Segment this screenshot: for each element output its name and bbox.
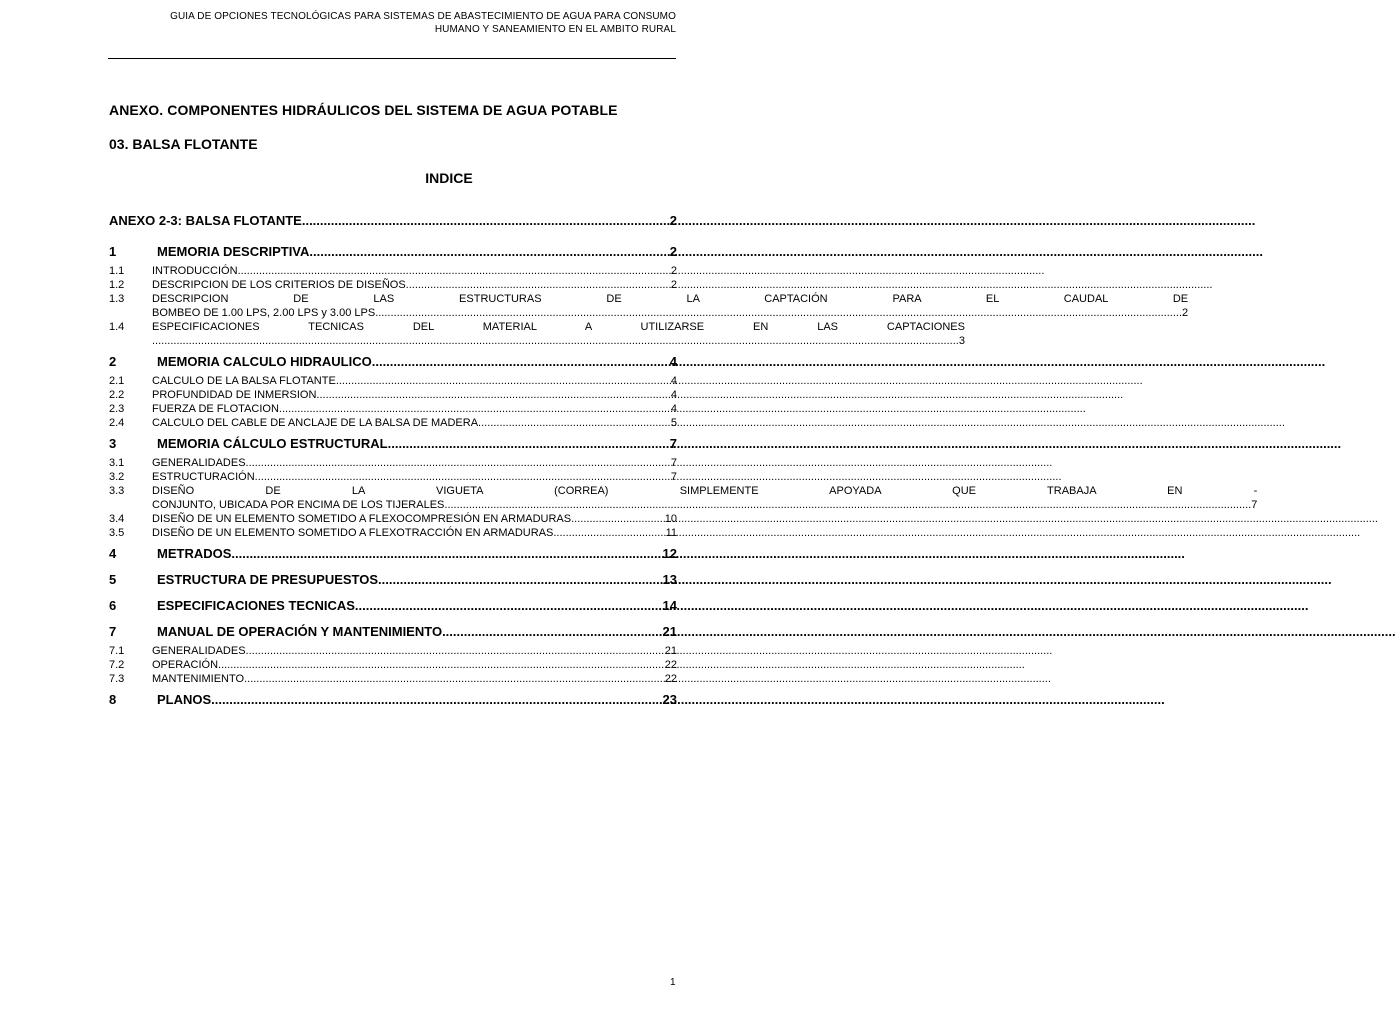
toc-entry-anexo[interactable]: ANEXO 2-3: BALSA FLOTANTE ..... 2 bbox=[109, 213, 677, 238]
header-line-2: HUMANO Y SANEAMIENTO EN EL AMBITO RURAL bbox=[434, 24, 676, 35]
toc-entry-2-1[interactable]: 2.1 CALCULO DE LA BALSA FLOTANTE ..... 4 bbox=[109, 374, 677, 388]
toc-entry-6[interactable]: 6 ESPECIFICACIONES TECNICAS ..... 14 bbox=[109, 598, 677, 618]
toc-entry-1-2[interactable]: 1.2 DESCRIPCION DE LOS CRITERIOS DE DISEÑOS ..... 2 bbox=[109, 278, 677, 292]
toc-entry-7[interactable]: 7 MANUAL DE OPERACIÓN Y MANTENIMIENTO ..... 21 bbox=[109, 624, 677, 644]
page-number: 1 bbox=[670, 977, 676, 988]
toc-entry-1-4[interactable]: 1.4 ESPECIFICACIONES TECNICAS DEL MATERIAL A UTILIZARSE EN LAS CAPTACIONES ..... 3 bbox=[109, 320, 677, 348]
toc-entry-3-1[interactable]: 3.1 GENERALIDADES ..... 7 bbox=[109, 456, 677, 470]
table-of-contents bbox=[109, 210, 1258, 712]
toc-entry-2-2[interactable]: 2.2 PROFUNDIDAD DE INMERSION ..... 4 bbox=[109, 388, 677, 402]
toc-entry-4[interactable]: 4 METRADOS ..... 12 bbox=[109, 546, 677, 566]
toc-entry-5[interactable]: 5 ESTRUCTURA DE PRESUPUESTOS ..... 13 bbox=[109, 572, 677, 592]
toc-entry-7-3[interactable]: 7.3 MANTENIMIENTO ..... 22 bbox=[109, 672, 677, 686]
index-heading: INDICE bbox=[425, 170, 473, 186]
toc-entry-2[interactable]: 2 MEMORIA CALCULO HIDRAULICO ..... 4 bbox=[109, 354, 677, 374]
toc-entry-1[interactable]: 1 MEMORIA DESCRIPTIVA ..... 2 bbox=[109, 244, 677, 264]
toc-entry-7-2[interactable]: 7.2 OPERACIÓN ..... 22 bbox=[109, 658, 677, 672]
toc-entry-1-1[interactable]: 1.1 INTRODUCCIÓN ..... 2 bbox=[109, 264, 677, 278]
toc-entry-2-4[interactable]: 2.4 CALCULO DEL CABLE DE ANCLAJE DE LA BALSA DE MADERA ..... 5 bbox=[109, 416, 677, 430]
toc-entry-8[interactable]: 8 PLANOS ..... 23 bbox=[109, 692, 677, 712]
toc-entry-3[interactable]: 3 MEMORIA CÁLCULO ESTRUCTURAL ..... 7 bbox=[109, 436, 677, 456]
toc-entry-2-3[interactable]: 2.3 FUERZA DE FLOTACION ..... 4 bbox=[109, 402, 677, 416]
toc-entry-3-4[interactable]: 3.4 DISEÑO DE UN ELEMENTO SOMETIDO A FLEXOCOMPRESIÓN EN ARMADURAS ..... 10 bbox=[109, 512, 677, 526]
toc-entry-7-1[interactable]: 7.1 GENERALIDADES ..... 21 bbox=[109, 644, 677, 658]
document-subtitle: 03. BALSA FLOTANTE bbox=[109, 136, 258, 152]
running-header bbox=[108, 10, 676, 36]
header-line-1: GUIA DE OPCIONES TECNOLÓGICAS PARA SISTEMAS DE ABASTECIMIENTO DE AGUA PARA CONSUMO bbox=[170, 11, 676, 22]
header-rule bbox=[108, 58, 676, 59]
toc-entry-3-5[interactable]: 3.5 DISEÑO DE UN ELEMENTO SOMETIDO A FLEXOTRACCIÓN EN ARMADURAS ..... 11 bbox=[109, 526, 677, 540]
toc-entry-3-3[interactable]: 3.3 DISEÑO DE LA VIGUETA (CORREA) SIMPLEMENTE APOYADA QUE TRABAJA EN - CONJUNTO, UBICADA POR ENCIMA DE LOS TIJERALES ..... 7 bbox=[109, 484, 677, 512]
document-title: ANEXO. COMPONENTES HIDRÁULICOS DEL SISTEMA DE AGUA POTABLE bbox=[109, 102, 618, 118]
toc-entry-1-3[interactable]: 1.3 DESCRIPCION DE LAS ESTRUCTURAS DE LA CAPTACIÓN PARA EL CAUDAL DE BOMBEO DE 1.00 LPS, 2.00 LPS y 3.00 LPS ..... 2 bbox=[109, 292, 677, 320]
toc-entry-3-2[interactable]: 3.2 ESTRUCTURACIÓN ..... 7 bbox=[109, 470, 677, 484]
